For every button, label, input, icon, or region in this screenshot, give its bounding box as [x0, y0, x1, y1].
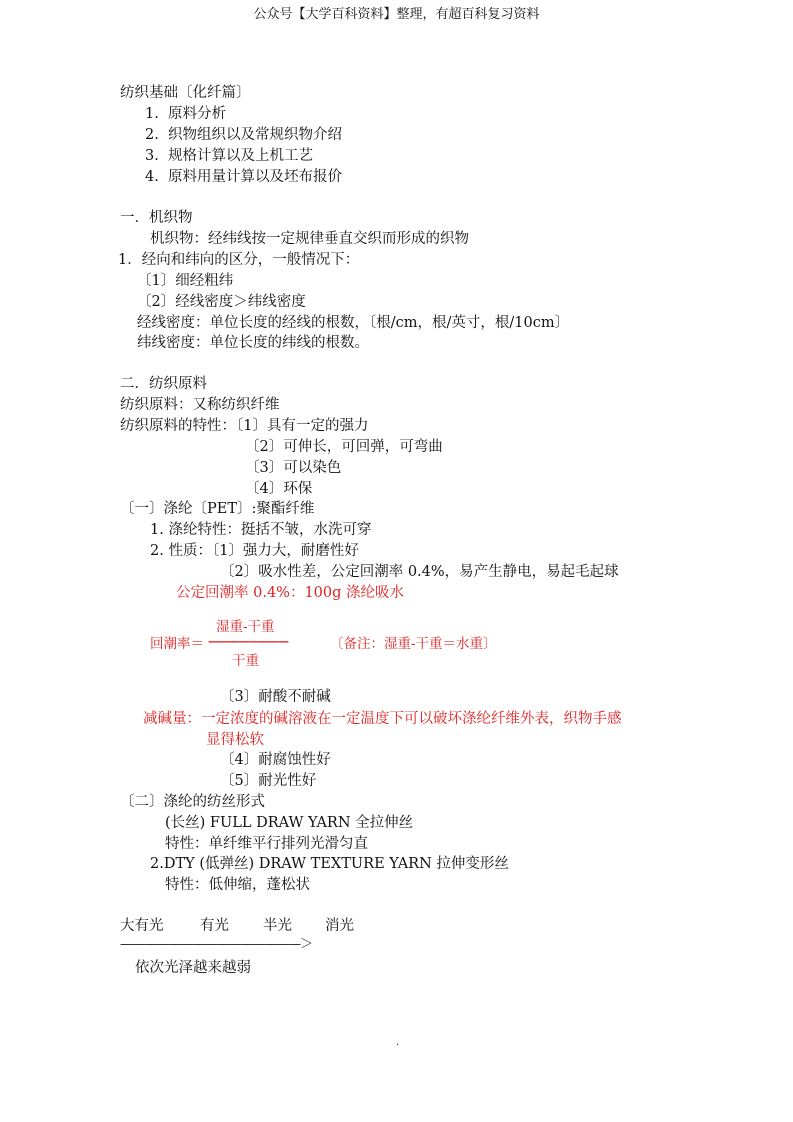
text-line: (长丝) FULL DRAW YARN 全拉伸丝	[165, 815, 414, 831]
text-line: 机织物：经纬线按一定规律垂直交织而形成的织物	[150, 231, 469, 247]
text-line: 特性：单纤维平行排列光滑匀直	[165, 836, 368, 852]
formula-note: 〔备注：湿重-干重＝水重〕	[330, 636, 497, 652]
toc-item: 原料分析	[168, 106, 226, 122]
text-line: 2. 性质：〔1〕强力大，耐磨性好	[150, 543, 359, 559]
text-line: 1. 涤纶特性：挺括不皱，水洗可穿	[150, 522, 372, 538]
text-line: 纺织原料的特性：〔1〕具有一定的强力	[120, 418, 369, 434]
text-line: 〔4〕环保	[245, 481, 313, 497]
text-line: 〔一〕涤纶〔PET〕:聚酯纤维	[120, 501, 315, 517]
formula-denominator: 干重	[232, 653, 259, 669]
toc-item: 规格计算以及上机工艺	[168, 148, 313, 164]
formula-lhs: 回潮率＝	[150, 636, 204, 652]
text-line: 依次光泽越来越弱	[135, 960, 251, 976]
toc-num: 1.	[145, 106, 159, 122]
luster-label: 有光	[200, 918, 229, 934]
toc-num: 4.	[145, 169, 159, 185]
red-note: 减碱量：一定浓度的碱溶液在一定温度下可以破坏涤纶纤维外表，织物手感	[143, 711, 622, 727]
text-line: 特性：低伸缩，蓬松状	[165, 877, 310, 893]
luster-arrow: ———————————————＞	[120, 937, 313, 952]
red-note: 公定回潮率 0.4%：100g 涤纶吸水	[176, 585, 405, 601]
text-line: 〔4〕耐腐蚀性好	[220, 752, 331, 768]
doc-title: 纺织基础〔化纤篇〕	[120, 85, 251, 101]
formula-numerator: 湿重-干重	[216, 619, 275, 635]
text-line: 〔3〕可以染色	[245, 460, 342, 476]
text-line: 〔2〕吸水性差，公定回潮率 0.4%，易产生静电，易起毛起球	[220, 564, 619, 580]
text-line: 经线密度：单位长度的经线的根数，〔根/cm，根/英寸，根/10cm〕	[137, 315, 570, 331]
section-heading: 一．机织物	[120, 210, 193, 226]
text-line: 纬线密度：单位长度的纬线的根数。	[137, 335, 369, 351]
toc-item: 织物组织以及常规织物介绍	[168, 127, 342, 143]
text-line: 〔2〕可伸长，可回弹，可弯曲	[245, 439, 443, 455]
text-line: 〔5〕耐光性好	[220, 773, 317, 789]
text-line: 2.DTY (低弹丝) DRAW TEXTURE YARN 拉伸变形丝	[150, 856, 509, 872]
section-heading: 二．纺织原料	[120, 376, 207, 392]
luster-label: 半光	[263, 918, 292, 934]
red-note: 显得松软	[206, 732, 264, 748]
toc-num: 2.	[145, 127, 159, 143]
text-line: 纺织原料：又称纺织纤维	[120, 397, 280, 413]
toc-item: 原料用量计算以及坯布报价	[168, 169, 342, 185]
luster-label: 消光	[325, 918, 354, 934]
text-line: 1．经向和纬向的区分，一般情况下：	[118, 252, 360, 268]
footer-dot: .	[396, 1037, 400, 1048]
toc-num: 3.	[145, 148, 159, 164]
formula-bar: ————————	[208, 635, 288, 648]
text-line: 〔3〕耐酸不耐碱	[220, 689, 331, 705]
page-header: 公众号【大学百科资料】整理，有超百科复习资料	[253, 7, 540, 22]
text-line: 〔二〕涤纶的纺丝形式	[120, 794, 265, 810]
text-line: 〔1〕细经粗纬	[137, 273, 234, 289]
text-line: 〔2〕经线密度＞纬线密度	[137, 294, 306, 310]
luster-label: 大有光	[120, 918, 164, 934]
